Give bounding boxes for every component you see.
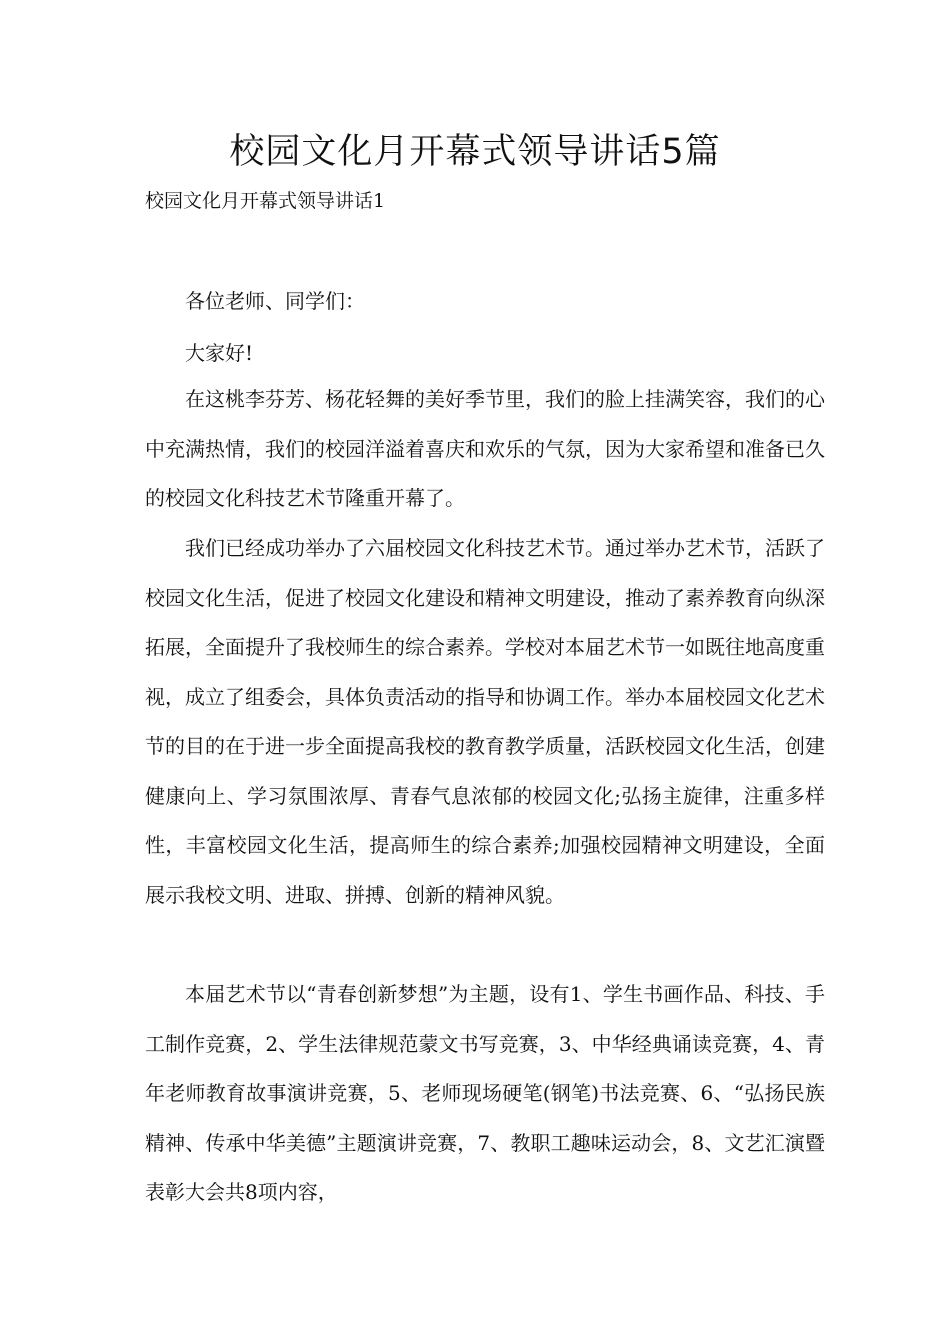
paragraph-2: 我们已经成功举办了六届校园文化科技艺术节。通过举办艺术节，活跃了校园文化生活，促进了校园文化建设和精神文明建设，推动了素养教育向纵深拓展，全面提升了我校师生的综合素养。学校对本届艺术节一如既往地高度重视，成立了组委会，具体负责活动的指导和协调工作。举办本届校园文化艺术节的目的在于进一步全面提高我校的教育教学质量，活跃校园文化生活，创建健康向上、学习氛围浓厚、青春气息浓郁的校园文化;弘扬主旋律，注重多样性，丰富校园文化生活，提高师生的综合素养;加强校园精神文明建设，全面展示我校文明、进取、拼搏、创新的精神风貌。 (145, 536, 825, 907)
greeting-line: 各位老师、同学们： (185, 289, 365, 313)
paragraph-3: 本届艺术节以“青春创新梦想”为主题，设有1、学生书画作品、科技、手工制作竞赛，2、学生法律规范蒙文书写竞赛，3、中华经典诵读竞赛，4、青年老师教育故事演讲竞赛，5、老师现场硬笔(钢笔)书法竞赛、6、“弘扬民族精神、传承中华美德”主题演讲竞赛，7、教职工趣味运动会，8、文艺汇演暨表彰大会共8项内容， (145, 982, 825, 1204)
section-title: 校园文化月开幕式领导讲话1 (145, 190, 386, 212)
document-title: 校园文化月开幕式领导讲话5篇 (229, 132, 721, 172)
hello-line: 大家好! (185, 341, 254, 365)
paragraph-1: 在这桃李芬芳、杨花轻舞的美好季节里，我们的脸上挂满笑容，我们的心中充满热情，我们的校园洋溢着喜庆和欢乐的气氛，因为大家希望和准备已久的校园文化科技艺术节隆重开幕了。 (145, 387, 825, 510)
